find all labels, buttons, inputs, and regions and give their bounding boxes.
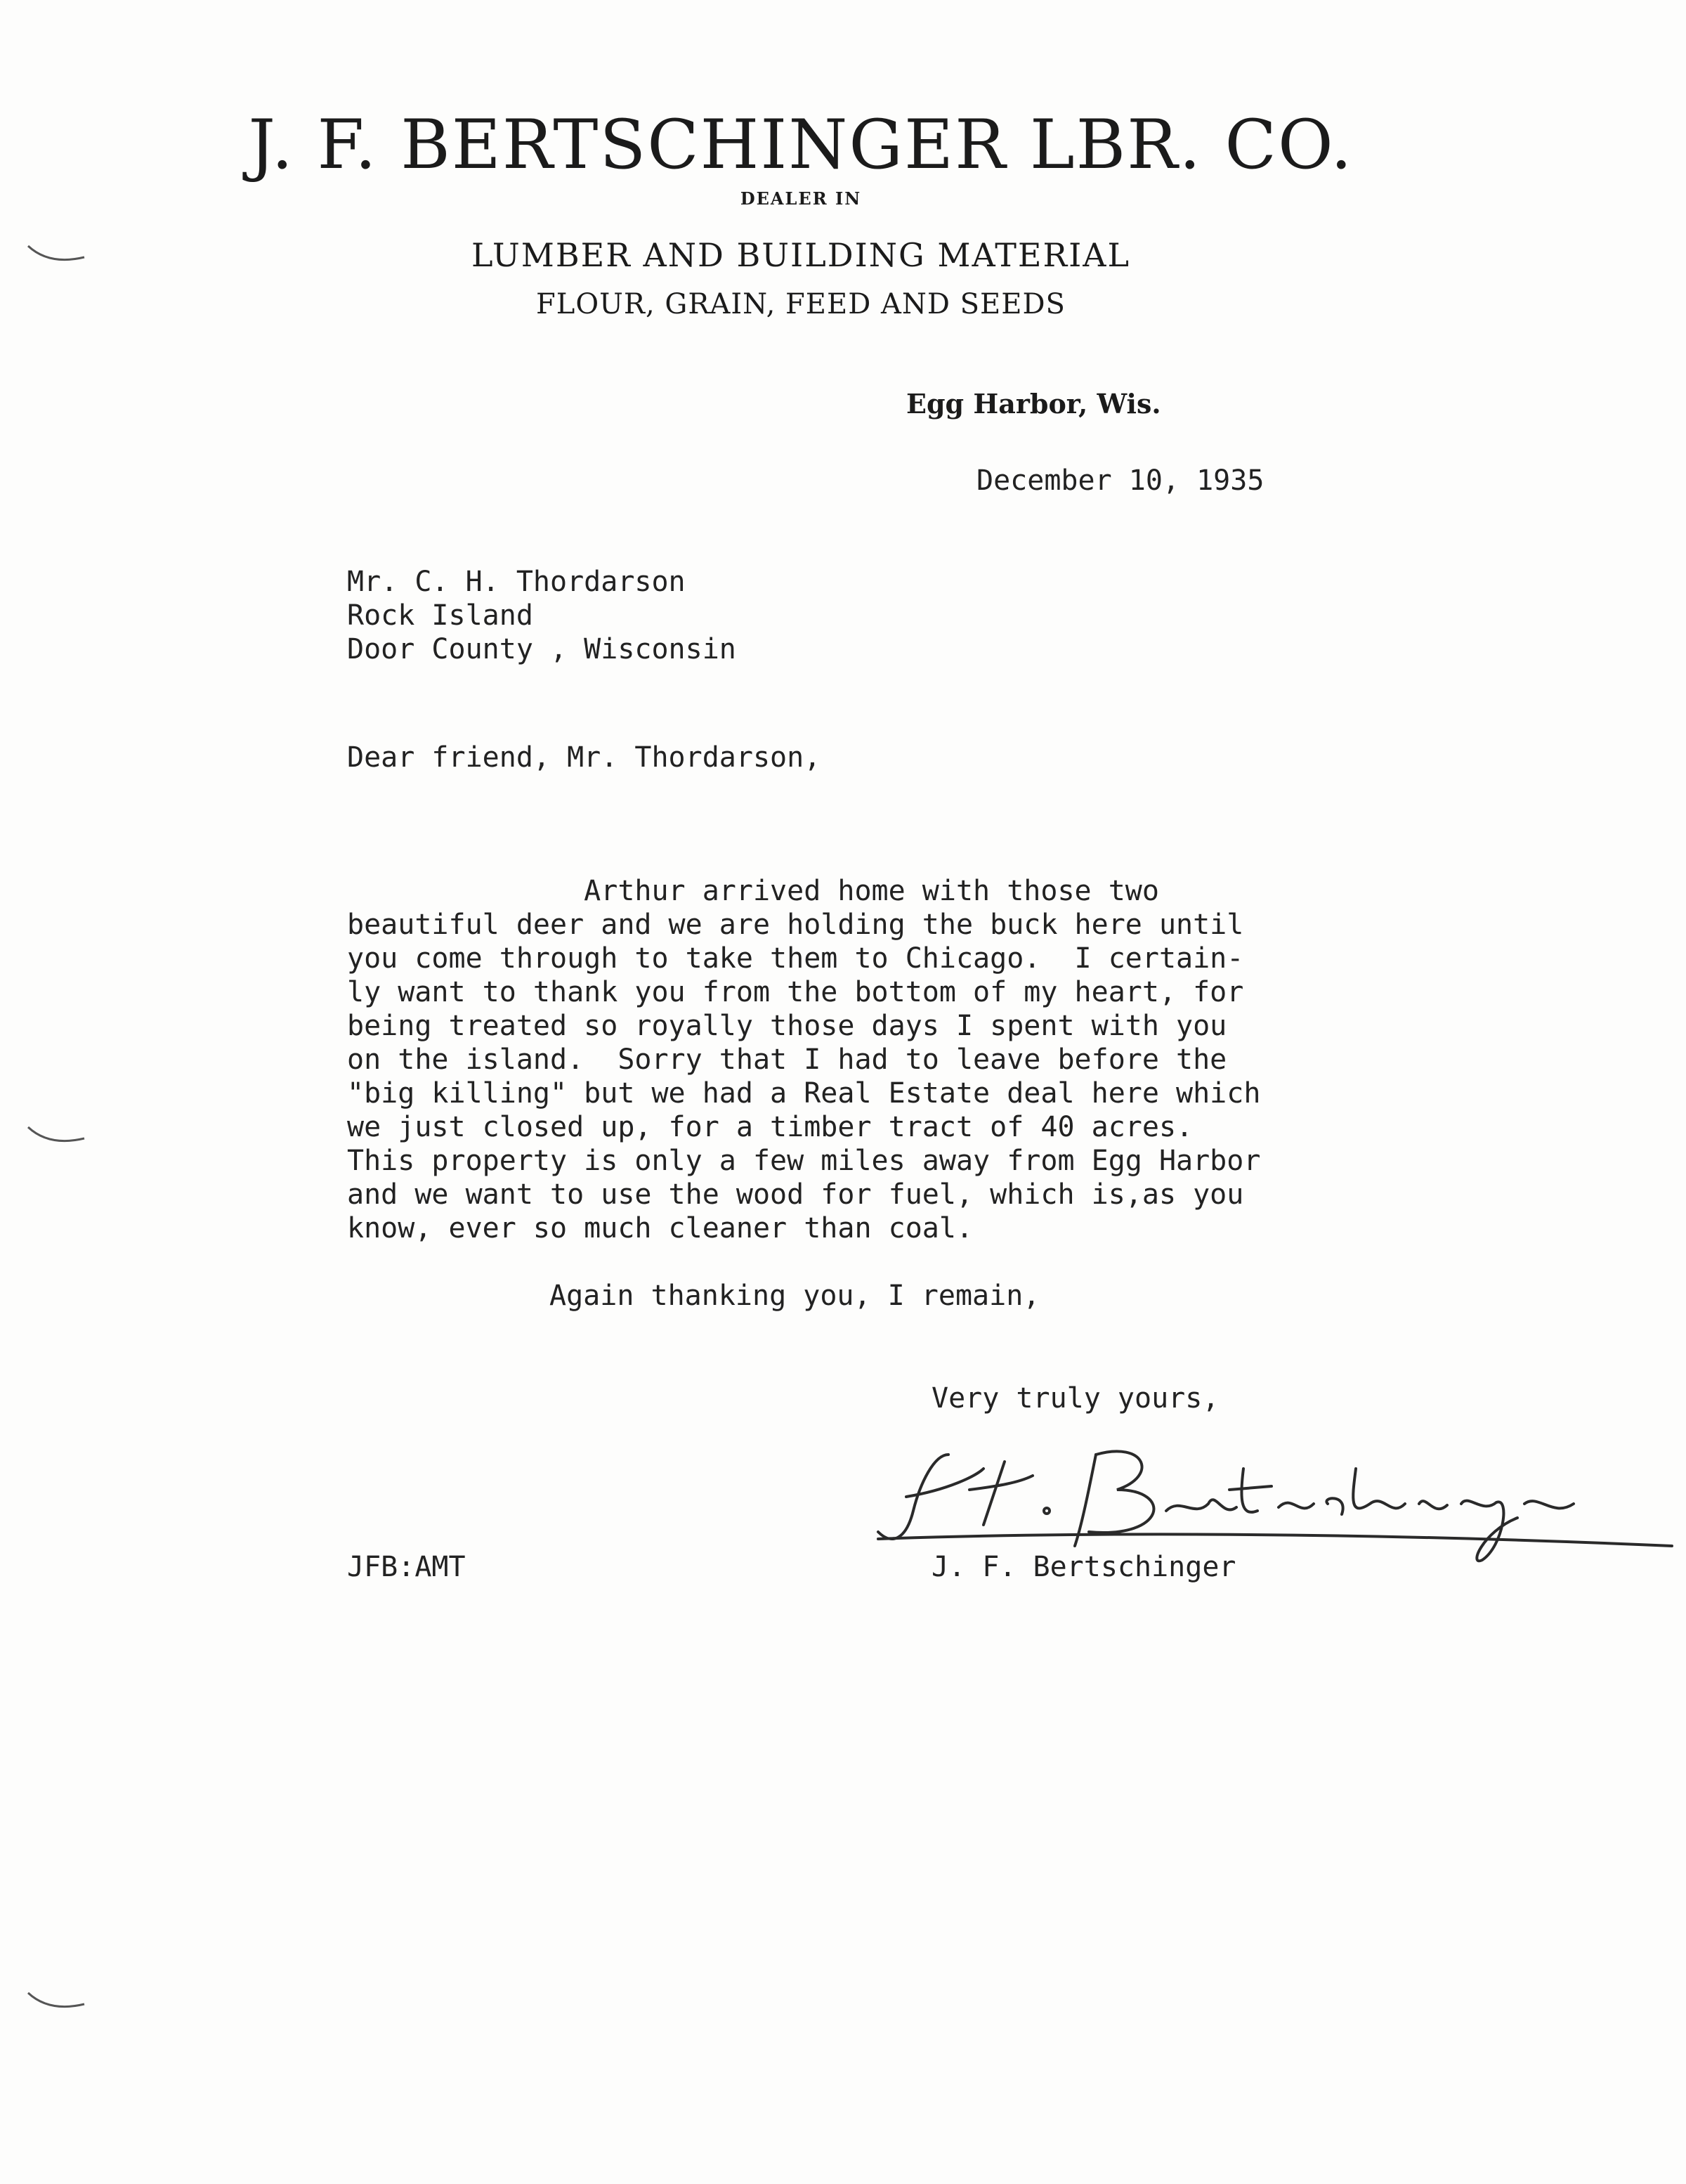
- letter-date: December 10, 1935: [976, 464, 1264, 497]
- body-line: we just closed up, for a timber tract of 40 acres.: [347, 1111, 1194, 1143]
- body-line: being treated so royally those days I spent with you: [347, 1010, 1227, 1042]
- body-line: beautiful deer and we are holding the buck here until: [347, 909, 1244, 941]
- dealer-label: DEALER IN: [740, 188, 862, 209]
- letterhead-line-1: LUMBER AND BUILDING MATERIAL: [471, 236, 1131, 274]
- body-line: know, ever so much cleaner than coal.: [347, 1212, 974, 1244]
- signer-name: J. F. Bertschinger: [932, 1551, 1236, 1583]
- letterhead-line-2: FLOUR, GRAIN, FEED AND SEEDS: [536, 288, 1066, 320]
- body-line: This property is only a few miles away from Egg Harbor: [347, 1145, 1261, 1177]
- body-line: Arthur arrived home with those two: [347, 875, 1159, 907]
- valediction: Very truly yours,: [932, 1382, 1220, 1415]
- salutation: Dear friend, Mr. Thordarson,: [347, 741, 821, 774]
- recipient-address: [347, 565, 736, 666]
- binder-hole-marks: [0, 0, 98, 2184]
- address-line: Mr. C. H. Thordarson: [347, 566, 686, 598]
- handwritten-signature: [864, 1426, 1679, 1567]
- body-line: on the island. Sorry that I had to leave before the: [347, 1044, 1227, 1076]
- body-line: "big killing" but we had a Real Estate deal here which: [347, 1077, 1261, 1110]
- letterhead-place: Egg Harbor, Wis.: [906, 388, 1161, 420]
- body-line: ly want to thank you from the bottom of my heart, for: [347, 976, 1244, 1008]
- typist-initials: JFB:AMT: [347, 1551, 466, 1583]
- company-name: J. F. BERTSCHINGER LBR. CO.: [248, 105, 1354, 184]
- address-line: Door County , Wisconsin: [347, 633, 736, 665]
- body-line: you come through to take them to Chicago. I certain-: [347, 942, 1244, 975]
- letter-body: [347, 874, 1260, 1245]
- closing-line: Again thanking you, I remain,: [549, 1280, 1040, 1312]
- body-line: and we want to use the wood for fuel, which is,as you: [347, 1178, 1244, 1211]
- address-line: Rock Island: [347, 599, 533, 632]
